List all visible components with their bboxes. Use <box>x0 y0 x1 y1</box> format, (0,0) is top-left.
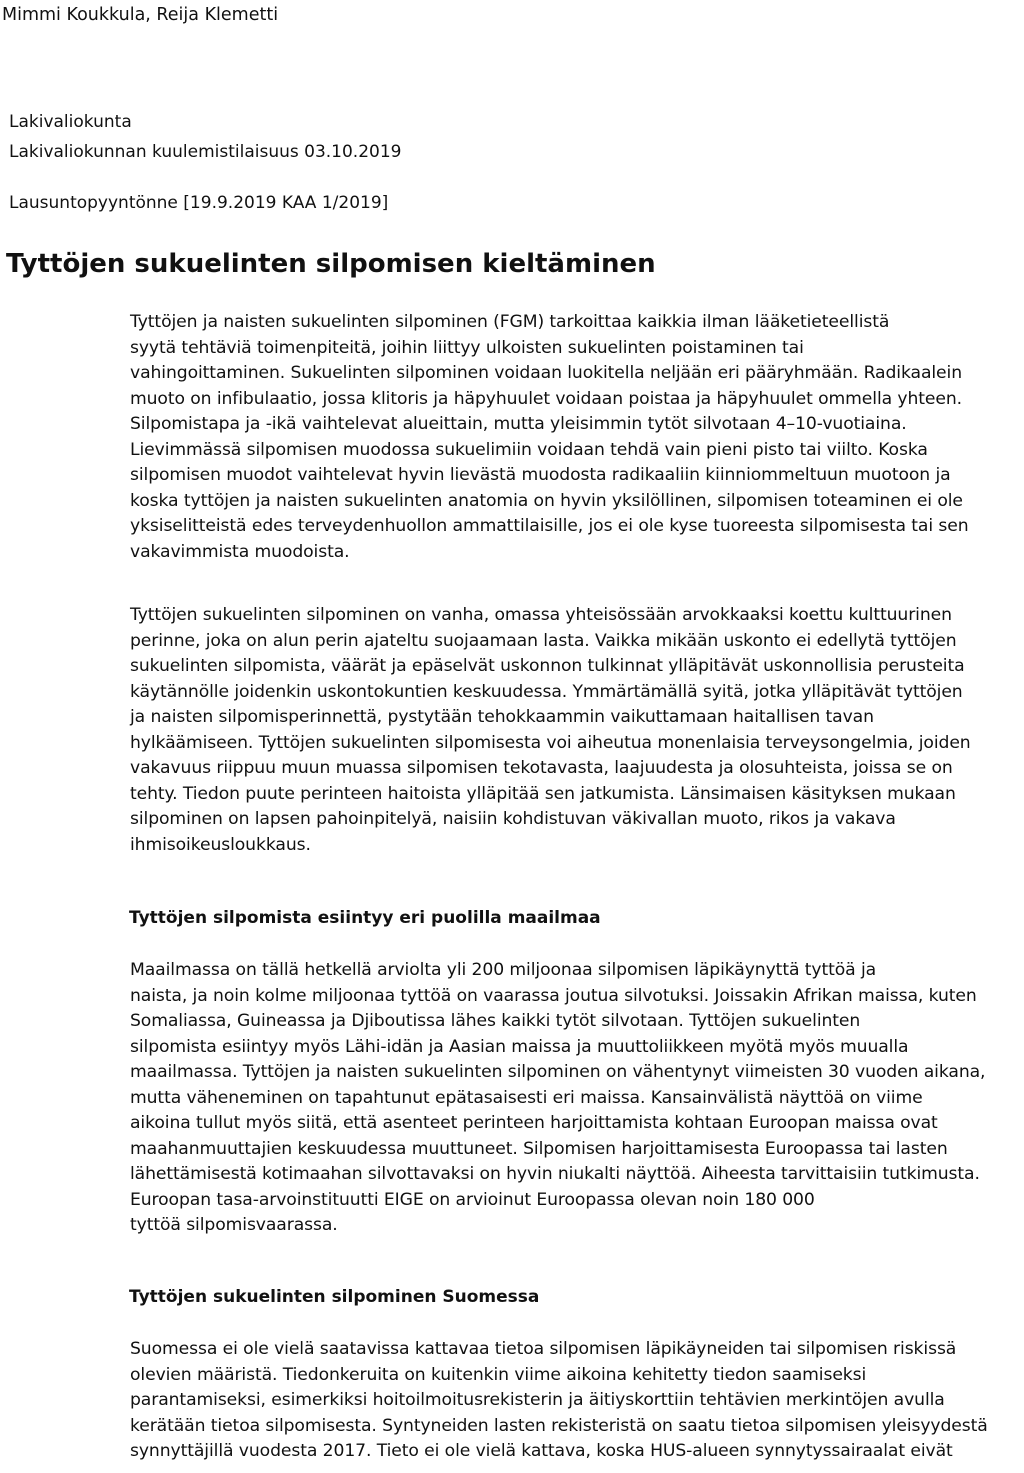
text-line: Maailmassa on tällä hetkellä arviolta yli 200 miljoonaa silpomisen läpikäynyttä tyttöä ja <box>130 960 877 980</box>
text-line: aikoina tullut myös siitä, että asenteet perinteen harjoittamista kohtaan Euroopan maissa ovat <box>130 1113 938 1133</box>
statement-request: Lausuntopyyntönne [19.9.2019 KAA 1/2019] <box>9 193 389 213</box>
paragraph-world <box>130 958 985 1239</box>
paragraph-finland <box>130 1337 988 1465</box>
text-line: Suomessa ei ole vielä saatavissa kattavaa tietoa silpomisen läpikäyneiden tai silpomisen riskissä <box>130 1339 957 1359</box>
text-line: kerätään tietoa silpomisesta. Syntyneiden lasten rekisteristä on saatu tietoa silpomisen yleisyydestä <box>130 1415 988 1436</box>
text-line: Euroopan tasa-arvoinstituutti EIGE on arvioinut Euroopassa olevan noin 180 000 <box>130 1189 815 1210</box>
text-line: muoto on infibulaatio, jossa klitoris ja häpyhuulet voidaan poistaa ja häpyhuulet ommella yhteen. <box>130 388 963 409</box>
text-line: Silpomistapa ja -ikä vaihtelevat alueittain, mutta yleisimmin tytöt silvotaan 4–10-vuotiaina. <box>130 414 907 434</box>
text-line: lähettämisestä kotimaahan silvottavaksi on hyvin niukalti näyttöä. Aiheesta tarvittaisiin tutkimusta. <box>130 1164 980 1184</box>
text-line: Tyttöjen ja naisten sukuelinten silpominen (FGM) tarkoittaa kaikkia ilman lääketieteellistä <box>130 312 890 332</box>
text-line: ja naisten silpomisperinnettä, pystytään tehokkaammin vaikuttamaan haitallisen tavan <box>130 707 874 727</box>
document-title: Tyttöjen sukuelinten silpomisen kieltäminen <box>6 249 656 279</box>
text-line: synnyttäjillä vuodesta 2017. Tieto ei ole vielä kattava, koska HUS-alueen synnytyssairaalat eivät <box>130 1441 953 1461</box>
text-line: Somaliassa, Guineassa ja Djiboutissa lähes kaikki tytöt silvotaan. Tyttöjen sukuelinten <box>130 1011 861 1031</box>
text-line: tyttöä silpomisvaarassa. <box>130 1215 338 1235</box>
text-line: silpomisen muodot vaihtelevat hyvin lievästä muodosta radikaaliin kiinniommeltuun muotoon ja <box>130 465 951 485</box>
text-line: mutta väheneminen on tapahtunut epätasaisesti eri maissa. Kansainvälistä näyttöä on viime <box>130 1087 923 1108</box>
section-heading-finland: Tyttöjen sukuelinten silpominen Suomessa <box>129 1287 540 1307</box>
hearing-info: Lakivaliokunnan kuulemistilaisuus 03.10.2019 <box>9 142 402 162</box>
text-line: naista, ja noin kolme miljoonaa tyttöä on vaarassa joutua silvotuksi. Joissakin Afrikan maissa, kuten <box>130 985 977 1006</box>
text-line: olevien määristä. Tiedonkeruita on kuitenkin viime aikoina kehitetty tiedon saamiseksi <box>130 1364 867 1385</box>
text-line: yksiselitteistä edes terveydenhuollon ammattilaisille, jos ei ole kyse tuoreesta silpomisesta tai sen <box>130 516 969 536</box>
text-line: Tyttöjen sukuelinten silpominen on vanha, omassa yhteisössään arvokkaaksi koettu kulttuurinen <box>130 605 952 625</box>
text-line: silpominen on lapsen pahoinpitelyä, naisiin kohdistuvan väkivallan muoto, rikos ja vakava <box>130 809 896 829</box>
text-line: tehty. Tiedon puute perinteen haitoista ylläpitää sen jatkumista. Länsimaisen käsityksen mukaan <box>130 783 956 804</box>
authors: Mimmi Koukkula, Reija Klemetti <box>2 5 279 25</box>
text-line: sukuelinten silpomista, väärät ja epäselvät uskonnon tulkinnat ylläpitävät uskonnollisia perusteita <box>130 656 965 676</box>
text-line: maahanmuuttajien keskuudessa muuttuneet. Silpomisen harjoittamisesta Euroopassa tai lasten <box>130 1138 948 1159</box>
text-line: silpomista esiintyy myös Lähi-idän ja Aasian maissa ja muuttoliikkeen myötä myös muualla <box>130 1036 909 1057</box>
text-line: syytä tehtäviä toimenpiteitä, joihin liittyy ulkoisten sukuelinten poistaminen tai <box>130 337 804 358</box>
text-line: ihmisoikeusloukkaus. <box>130 834 311 855</box>
paragraph-tradition <box>130 603 971 858</box>
text-line: vahingoittaminen. Sukuelinten silpominen voidaan luokitella neljään eri pääryhmään. Radikaalein <box>130 363 962 383</box>
paragraph-definition <box>130 310 969 565</box>
text-line: perinne, joka on alun perin ajateltu suojaamaan lasta. Vaikka mikään uskonto ei edellytä tyttöjen <box>130 630 957 651</box>
section-heading-world: Tyttöjen silpomista esiintyy eri puolilla maailmaa <box>129 908 601 928</box>
text-line: hylkäämiseen. Tyttöjen sukuelinten silpomisesta voi aiheutua monenlaisia terveysongelmia, joiden <box>130 732 971 753</box>
text-line: maailmassa. Tyttöjen ja naisten sukuelinten silpominen on vähentynyt viimeisten 30 vuoden aikana, <box>130 1062 986 1082</box>
text-line: Lievimmässä silpomisen muodossa sukuelimiin voidaan tehdä vain pieni pisto tai viilto. Koska <box>130 439 928 460</box>
text-line: koska tyttöjen ja naisten sukuelinten anatomia on hyvin yksilöllinen, silpomisen toteaminen ei ole <box>130 490 963 511</box>
committee-name: Lakivaliokunta <box>9 112 132 132</box>
text-line: parantamiseksi, esimerkiksi hoitoilmoitusrekisterin ja äitiyskorttiin tehtävien merkintöjen avulla <box>130 1390 945 1410</box>
text-line: vakavimmista muodoista. <box>130 541 350 562</box>
text-line: käytännölle joidenkin uskontokuntien keskuudessa. Ymmärtämällä syitä, jotka ylläpitävät tyttöjen <box>130 681 963 702</box>
text-line: vakavuus riippuu muun muassa silpomisen tekotavasta, laajuudesta ja olosuhteista, joissa se on <box>130 758 953 778</box>
